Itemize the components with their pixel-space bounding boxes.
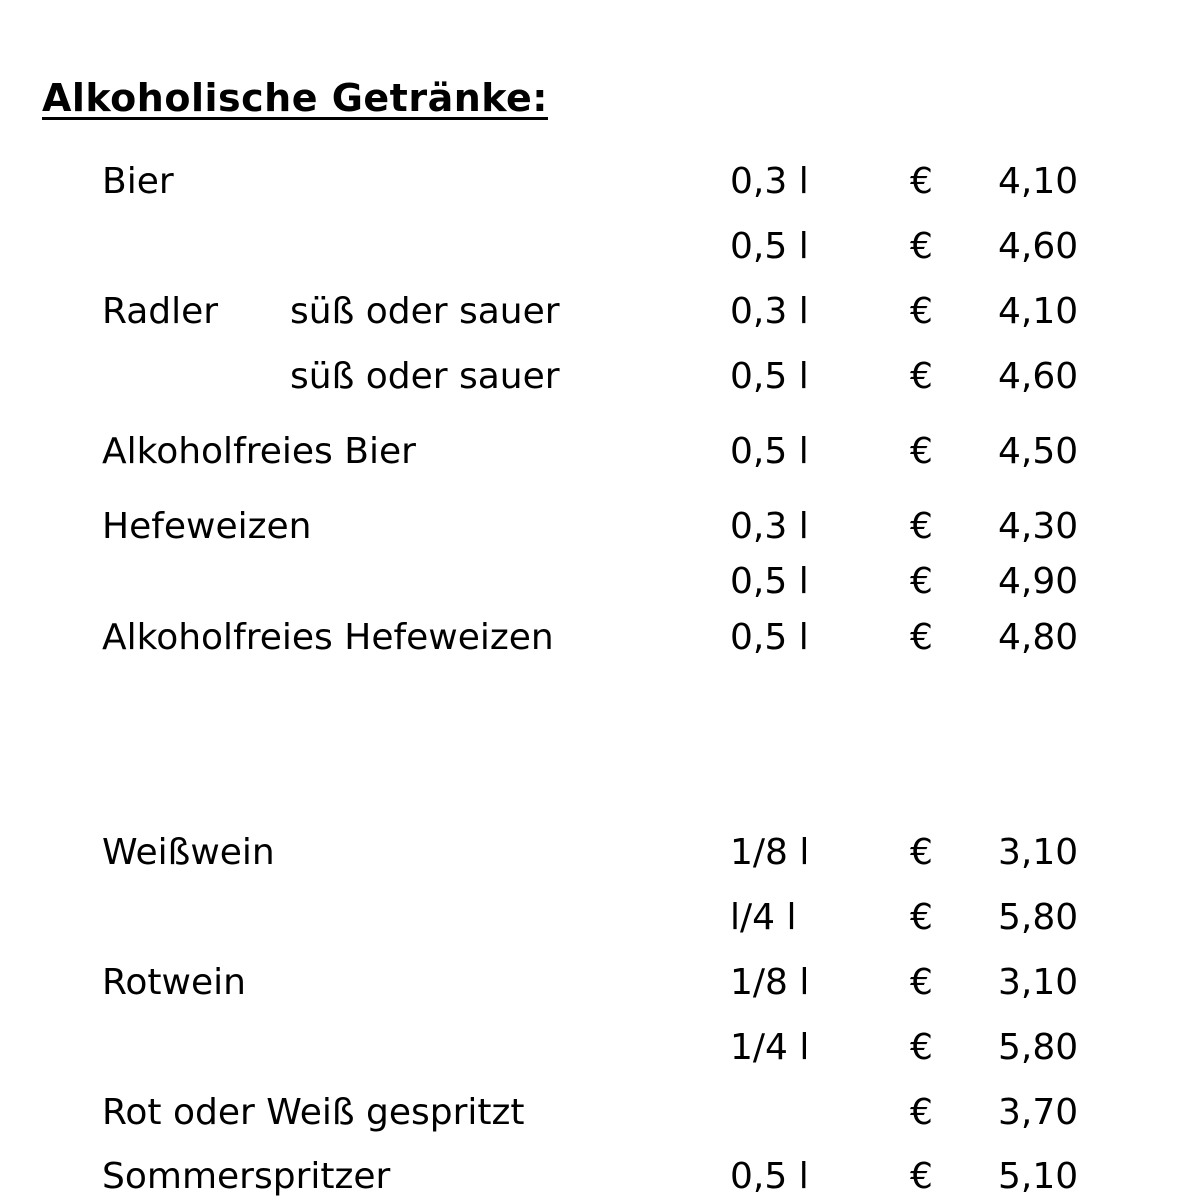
currency-symbol: € [910, 226, 933, 267]
menu-row-hefeweizen-03 [0, 502, 1200, 552]
item-price: 3,10 [998, 962, 1079, 1003]
item-size: 0,5 l [730, 431, 809, 472]
currency-symbol: € [910, 962, 933, 1003]
item-size: 1/4 l [730, 1027, 810, 1068]
currency-symbol: € [910, 617, 933, 658]
currency-symbol: € [910, 161, 933, 202]
item-price: 3,70 [998, 1092, 1079, 1133]
item-price: 4,80 [998, 617, 1079, 658]
currency-symbol: € [910, 356, 933, 397]
item-price: 4,90 [998, 561, 1079, 602]
currency-symbol: € [910, 897, 933, 938]
item-name: Radler [102, 291, 219, 332]
menu-row-rotwein-14 [0, 1023, 1200, 1073]
currency-symbol: € [910, 832, 933, 873]
menu-row-alkoholfreies-hefeweizen [0, 613, 1200, 663]
item-size: 0,5 l [730, 617, 809, 658]
item-size: 0,3 l [730, 291, 809, 332]
menu-row-bier-05 [0, 222, 1200, 272]
currency-symbol: € [910, 1027, 933, 1068]
item-price: 4,10 [998, 161, 1079, 202]
menu-row-bier-03 [0, 157, 1200, 207]
item-size: 1/8 l [730, 832, 810, 873]
menu-row-hefeweizen-05 [0, 557, 1200, 607]
currency-symbol: € [910, 506, 933, 547]
item-price: 4,10 [998, 291, 1079, 332]
menu-row-radler-05 [0, 352, 1200, 402]
item-size: 0,3 l [730, 161, 809, 202]
item-price: 4,50 [998, 431, 1079, 472]
menu-row-alkoholfreies-bier [0, 427, 1200, 477]
item-name: Hefeweizen [102, 506, 312, 547]
item-price: 5,80 [998, 1027, 1079, 1068]
item-name: Alkoholfreies Bier [102, 431, 416, 472]
item-price: 4,60 [998, 226, 1079, 267]
item-price: 5,80 [998, 897, 1079, 938]
currency-symbol: € [910, 1092, 933, 1133]
menu-row-rotwein-18 [0, 958, 1200, 1008]
item-price: 3,10 [998, 832, 1079, 873]
currency-symbol: € [910, 291, 933, 332]
item-size: l/4 l [730, 897, 797, 938]
item-name: Sommerspritzer [102, 1156, 391, 1197]
item-price: 4,30 [998, 506, 1079, 547]
item-size: 0,5 l [730, 356, 809, 397]
item-name: Weißwein [102, 832, 275, 873]
item-name: Alkoholfreies Hefeweizen [102, 617, 554, 658]
item-name: Rotwein [102, 962, 246, 1003]
currency-symbol: € [910, 431, 933, 472]
item-size: 0,5 l [730, 561, 809, 602]
item-name: Bier [102, 161, 174, 202]
currency-symbol: € [910, 1156, 933, 1197]
item-size: 1/8 l [730, 962, 810, 1003]
item-size: 0,3 l [730, 506, 809, 547]
page-title: Alkoholische Getränke: [42, 76, 548, 120]
item-name: Rot oder Weiß gespritzt [102, 1092, 525, 1133]
currency-symbol: € [910, 561, 933, 602]
menu-row-weisswein-18 [0, 828, 1200, 878]
menu-row-sommerspritzer [0, 1152, 1200, 1202]
item-price: 5,10 [998, 1156, 1079, 1197]
item-size: 0,5 l [730, 226, 809, 267]
item-note: süß oder sauer [290, 291, 560, 332]
item-price: 4,60 [998, 356, 1079, 397]
item-size: 0,5 l [730, 1156, 809, 1197]
item-note: süß oder sauer [290, 356, 560, 397]
menu-row-gespritzt [0, 1088, 1200, 1138]
menu-row-weisswein-14 [0, 893, 1200, 943]
menu-row-radler-03 [0, 287, 1200, 337]
